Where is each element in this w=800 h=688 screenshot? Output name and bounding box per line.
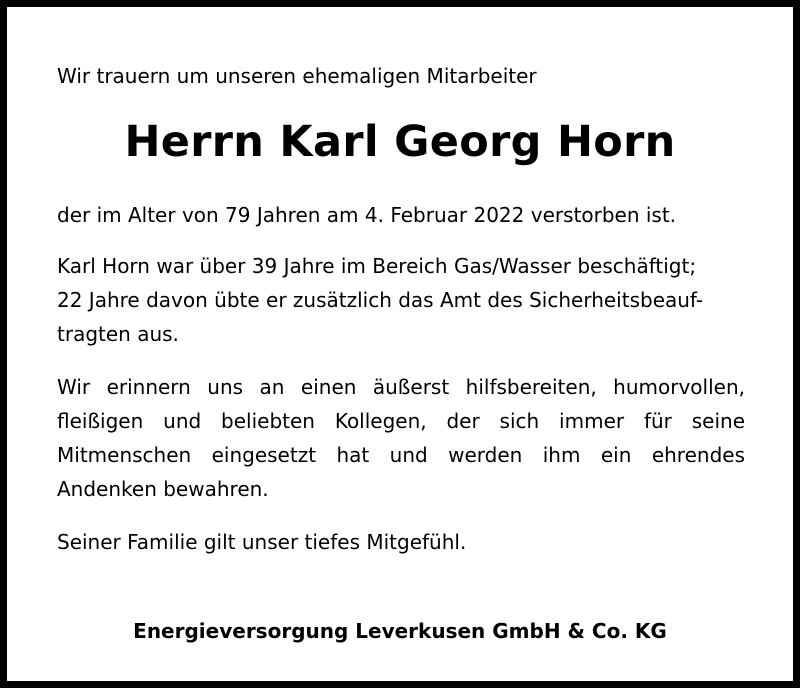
- deceased-name: Herrn Karl Georg Horn: [124, 117, 676, 167]
- career-line: tragten aus.: [57, 322, 179, 346]
- condolence-paragraph: Seiner Familie gilt unser tiefes Mitgefühl.: [57, 530, 467, 554]
- career-paragraph: [57, 249, 745, 351]
- remembrance-line: Mitmenschen eingesetzt hat und werden ihm ein ehrendes: [57, 443, 745, 467]
- career-line: Karl Horn war über 39 Jahre im Bereich Gas/Wasser beschäftigt;: [57, 254, 697, 278]
- remembrance-line: Wir erinnern uns an einen äußerst hilfsbereiten, humorvollen,: [57, 375, 745, 399]
- company-signature: Energieversorgung Leverkusen GmbH & Co. KG: [133, 619, 667, 643]
- remembrance-line: Andenken bewahren.: [57, 477, 269, 501]
- remembrance-paragraph: [57, 370, 745, 506]
- intro-line: Wir trauern um unseren ehemaligen Mitarbeiter: [57, 64, 537, 88]
- career-line: 22 Jahre davon übte er zusätzlich das Amt des Sicherheitsbeauf-: [57, 288, 704, 312]
- age-and-date-paragraph: der im Alter von 79 Jahren am 4. Februar 2022 verstorben ist.: [57, 203, 677, 227]
- remembrance-line: fleißigen und beliebten Kollegen, der sich immer für seine: [57, 409, 745, 433]
